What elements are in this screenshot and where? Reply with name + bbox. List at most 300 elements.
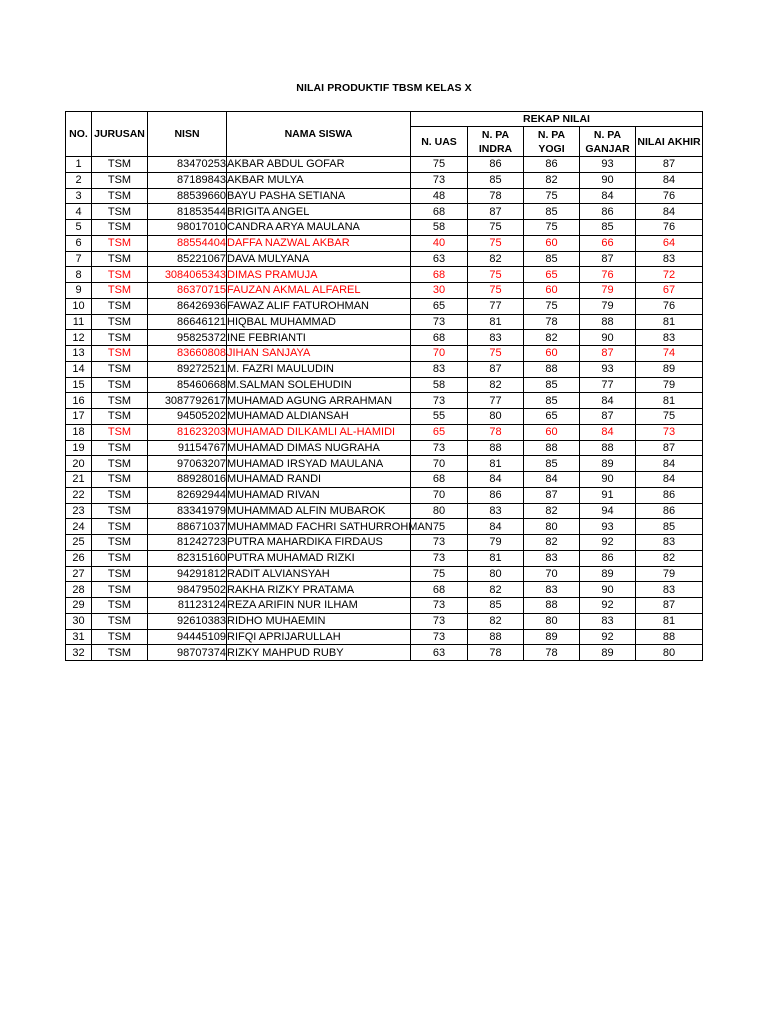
cell-n-pa-ganjar: 87 [580, 251, 636, 267]
cell-nisn: 81853544 [148, 204, 227, 220]
cell-n-uas: 58 [411, 220, 468, 236]
cell-n-pa-indra: 82 [468, 613, 524, 629]
cell-n-uas: 70 [411, 346, 468, 362]
cell-nisn: 87189843 [148, 172, 227, 188]
table-row [66, 330, 703, 346]
cell-n-pa-indra: 75 [468, 283, 524, 299]
table-row [66, 598, 703, 614]
cell-n-uas: 75 [411, 519, 468, 535]
cell-n-pa-yogi: 80 [524, 519, 580, 535]
cell-jurusan: TSM [92, 503, 148, 519]
cell-nisn: 98017010 [148, 220, 227, 236]
cell-no: 13 [66, 346, 92, 362]
cell-n-pa-indra: 81 [468, 314, 524, 330]
cell-n-pa-indra: 75 [468, 267, 524, 283]
cell-nama-siswa: DAFFA NAZWAL AKBAR [227, 235, 411, 251]
table-row [66, 503, 703, 519]
cell-n-pa-yogi: 85 [524, 377, 580, 393]
cell-n-uas: 73 [411, 393, 468, 409]
cell-jurusan: TSM [92, 566, 148, 582]
cell-no: 1 [66, 157, 92, 173]
cell-n-uas: 73 [411, 629, 468, 645]
cell-n-uas: 73 [411, 613, 468, 629]
header-no: NO. [66, 112, 92, 157]
table-row [66, 519, 703, 535]
cell-jurusan: TSM [92, 456, 148, 472]
cell-n-uas: 40 [411, 235, 468, 251]
cell-no: 3 [66, 188, 92, 204]
cell-nama-siswa: MUHAMAD DIMAS NUGRAHA [227, 440, 411, 456]
table-row [66, 472, 703, 488]
cell-nilai-akhir: 82 [636, 550, 703, 566]
cell-nilai-akhir: 81 [636, 314, 703, 330]
cell-n-pa-indra: 88 [468, 629, 524, 645]
table-row [66, 251, 703, 267]
cell-n-uas: 75 [411, 566, 468, 582]
cell-nisn: 86370715 [148, 283, 227, 299]
cell-jurusan: TSM [92, 519, 148, 535]
cell-no: 2 [66, 172, 92, 188]
cell-n-pa-yogi: 84 [524, 472, 580, 488]
cell-n-pa-yogi: 82 [524, 503, 580, 519]
cell-n-pa-yogi: 88 [524, 440, 580, 456]
cell-n-pa-indra: 80 [468, 566, 524, 582]
cell-jurusan: TSM [92, 598, 148, 614]
cell-nilai-akhir: 64 [636, 235, 703, 251]
cell-nisn: 83470253 [148, 157, 227, 173]
cell-nilai-akhir: 86 [636, 503, 703, 519]
cell-n-pa-yogi: 89 [524, 629, 580, 645]
cell-nama-siswa: FAUZAN AKMAL ALFAREL [227, 283, 411, 299]
cell-no: 19 [66, 440, 92, 456]
cell-n-pa-indra: 86 [468, 157, 524, 173]
cell-jurusan: TSM [92, 550, 148, 566]
table-row [66, 220, 703, 236]
table-row [66, 157, 703, 173]
table-row [66, 204, 703, 220]
cell-nilai-akhir: 84 [636, 472, 703, 488]
cell-n-pa-indra: 75 [468, 220, 524, 236]
cell-n-pa-yogi: 80 [524, 613, 580, 629]
cell-n-pa-indra: 79 [468, 535, 524, 551]
cell-n-pa-yogi: 75 [524, 220, 580, 236]
cell-nisn: 3084065343 [148, 267, 227, 283]
cell-n-uas: 58 [411, 377, 468, 393]
cell-no: 22 [66, 487, 92, 503]
cell-nisn: 98479502 [148, 582, 227, 598]
cell-jurusan: TSM [92, 330, 148, 346]
cell-no: 12 [66, 330, 92, 346]
cell-no: 5 [66, 220, 92, 236]
cell-n-pa-indra: 82 [468, 582, 524, 598]
cell-n-pa-indra: 77 [468, 298, 524, 314]
cell-nama-siswa: MUHAMAD RANDI [227, 472, 411, 488]
cell-jurusan: TSM [92, 582, 148, 598]
cell-nama-siswa: HIQBAL MUHAMMAD [227, 314, 411, 330]
cell-n-pa-yogi: 75 [524, 298, 580, 314]
table-row [66, 393, 703, 409]
cell-nama-siswa: MUHAMMAD ALFIN MUBAROK [227, 503, 411, 519]
header-n-pa-yogi: N. PA YOGI [524, 127, 580, 157]
cell-nisn: 3087792617 [148, 393, 227, 409]
cell-nisn: 83341979 [148, 503, 227, 519]
cell-jurusan: TSM [92, 487, 148, 503]
table-row [66, 235, 703, 251]
cell-n-pa-ganjar: 85 [580, 220, 636, 236]
cell-nisn: 95825372 [148, 330, 227, 346]
cell-nilai-akhir: 83 [636, 330, 703, 346]
cell-n-pa-ganjar: 93 [580, 157, 636, 173]
cell-nilai-akhir: 75 [636, 409, 703, 425]
cell-nisn: 94505202 [148, 409, 227, 425]
cell-nama-siswa: DIMAS PRAMUJA [227, 267, 411, 283]
cell-n-pa-ganjar: 94 [580, 503, 636, 519]
cell-jurusan: TSM [92, 472, 148, 488]
cell-nisn: 88539660 [148, 188, 227, 204]
cell-n-pa-yogi: 78 [524, 645, 580, 661]
table-row [66, 550, 703, 566]
cell-nama-siswa: DAVA MULYANA [227, 251, 411, 267]
cell-n-pa-yogi: 85 [524, 393, 580, 409]
cell-n-pa-yogi: 88 [524, 598, 580, 614]
cell-n-pa-indra: 80 [468, 409, 524, 425]
cell-n-pa-yogi: 82 [524, 535, 580, 551]
cell-no: 30 [66, 613, 92, 629]
cell-n-pa-ganjar: 79 [580, 298, 636, 314]
cell-jurusan: TSM [92, 424, 148, 440]
cell-n-pa-ganjar: 92 [580, 598, 636, 614]
cell-n-pa-yogi: 60 [524, 283, 580, 299]
cell-nisn: 81623203 [148, 424, 227, 440]
header-n-pa-indra: N. PA INDRA [468, 127, 524, 157]
cell-nilai-akhir: 81 [636, 613, 703, 629]
cell-nilai-akhir: 74 [636, 346, 703, 362]
cell-nama-siswa: MUHAMAD IRSYAD MAULANA [227, 456, 411, 472]
cell-nilai-akhir: 81 [636, 393, 703, 409]
cell-nilai-akhir: 72 [636, 267, 703, 283]
cell-nisn: 81123124 [148, 598, 227, 614]
cell-n-pa-ganjar: 83 [580, 613, 636, 629]
cell-n-pa-yogi: 83 [524, 550, 580, 566]
cell-no: 29 [66, 598, 92, 614]
cell-n-uas: 75 [411, 157, 468, 173]
cell-n-pa-ganjar: 88 [580, 440, 636, 456]
cell-jurusan: TSM [92, 157, 148, 173]
cell-jurusan: TSM [92, 172, 148, 188]
cell-n-pa-indra: 75 [468, 235, 524, 251]
cell-nisn: 98707374 [148, 645, 227, 661]
cell-n-pa-ganjar: 89 [580, 645, 636, 661]
cell-n-uas: 30 [411, 283, 468, 299]
cell-n-pa-ganjar: 89 [580, 456, 636, 472]
cell-no: 6 [66, 235, 92, 251]
cell-n-uas: 68 [411, 330, 468, 346]
cell-n-uas: 73 [411, 550, 468, 566]
cell-nama-siswa: PUTRA MUHAMAD RIZKI [227, 550, 411, 566]
cell-n-pa-ganjar: 90 [580, 330, 636, 346]
cell-n-uas: 68 [411, 582, 468, 598]
cell-n-uas: 65 [411, 298, 468, 314]
cell-n-pa-indra: 84 [468, 519, 524, 535]
header-nama-siswa: NAMA SISWA [227, 112, 411, 157]
cell-nama-siswa: RADIT ALVIANSYAH [227, 566, 411, 582]
cell-nisn: 94445109 [148, 629, 227, 645]
cell-nama-siswa: MUHAMAD DILKAMLI AL-HAMIDI [227, 424, 411, 440]
cell-nilai-akhir: 73 [636, 424, 703, 440]
cell-nilai-akhir: 76 [636, 188, 703, 204]
cell-n-pa-ganjar: 86 [580, 204, 636, 220]
cell-n-pa-indra: 78 [468, 188, 524, 204]
cell-nama-siswa: INE FEBRIANTI [227, 330, 411, 346]
cell-nilai-akhir: 87 [636, 157, 703, 173]
cell-n-pa-indra: 85 [468, 172, 524, 188]
cell-n-pa-ganjar: 84 [580, 393, 636, 409]
cell-n-pa-yogi: 65 [524, 409, 580, 425]
cell-jurusan: TSM [92, 188, 148, 204]
table-header [66, 112, 703, 157]
table-row [66, 361, 703, 377]
cell-nilai-akhir: 83 [636, 535, 703, 551]
cell-no: 25 [66, 535, 92, 551]
cell-no: 24 [66, 519, 92, 535]
cell-nama-siswa: JIHAN SANJAYA [227, 346, 411, 362]
cell-n-pa-yogi: 60 [524, 346, 580, 362]
cell-no: 10 [66, 298, 92, 314]
cell-jurusan: TSM [92, 393, 148, 409]
cell-no: 7 [66, 251, 92, 267]
cell-no: 15 [66, 377, 92, 393]
table-row [66, 346, 703, 362]
cell-nilai-akhir: 85 [636, 519, 703, 535]
table-row [66, 409, 703, 425]
cell-n-uas: 73 [411, 440, 468, 456]
cell-n-pa-yogi: 83 [524, 582, 580, 598]
cell-nama-siswa: M. FAZRI MAULUDIN [227, 361, 411, 377]
cell-nama-siswa: CANDRA ARYA MAULANA [227, 220, 411, 236]
cell-n-pa-indra: 78 [468, 645, 524, 661]
cell-no: 4 [66, 204, 92, 220]
table-row [66, 456, 703, 472]
cell-nisn: 86646121 [148, 314, 227, 330]
table-row [66, 172, 703, 188]
table-row [66, 487, 703, 503]
cell-n-pa-yogi: 85 [524, 456, 580, 472]
cell-n-pa-ganjar: 88 [580, 314, 636, 330]
cell-no: 16 [66, 393, 92, 409]
cell-no: 14 [66, 361, 92, 377]
table-row [66, 440, 703, 456]
cell-n-pa-ganjar: 90 [580, 472, 636, 488]
cell-n-pa-ganjar: 66 [580, 235, 636, 251]
cell-jurusan: TSM [92, 220, 148, 236]
cell-n-uas: 73 [411, 314, 468, 330]
cell-n-pa-ganjar: 84 [580, 424, 636, 440]
cell-nama-siswa: MUHAMAD ALDIANSAH [227, 409, 411, 425]
cell-n-pa-indra: 87 [468, 204, 524, 220]
cell-nama-siswa: RIDHO MUHAEMIN [227, 613, 411, 629]
cell-nisn: 82315160 [148, 550, 227, 566]
cell-n-uas: 65 [411, 424, 468, 440]
cell-n-uas: 73 [411, 172, 468, 188]
cell-jurusan: TSM [92, 251, 148, 267]
cell-n-pa-yogi: 85 [524, 251, 580, 267]
cell-jurusan: TSM [92, 613, 148, 629]
cell-n-uas: 83 [411, 361, 468, 377]
cell-n-uas: 63 [411, 645, 468, 661]
cell-n-pa-indra: 88 [468, 440, 524, 456]
cell-n-pa-ganjar: 87 [580, 409, 636, 425]
cell-n-pa-ganjar: 91 [580, 487, 636, 503]
cell-n-pa-ganjar: 92 [580, 535, 636, 551]
cell-jurusan: TSM [92, 267, 148, 283]
cell-no: 26 [66, 550, 92, 566]
cell-nilai-akhir: 76 [636, 298, 703, 314]
cell-n-pa-yogi: 86 [524, 157, 580, 173]
cell-nisn: 88671037 [148, 519, 227, 535]
cell-nilai-akhir: 88 [636, 629, 703, 645]
header-rekap-nilai: REKAP NILAI [411, 112, 703, 127]
cell-nama-siswa: RIZKY MAHPUD RUBY [227, 645, 411, 661]
cell-no: 11 [66, 314, 92, 330]
cell-n-pa-ganjar: 90 [580, 582, 636, 598]
cell-n-uas: 68 [411, 204, 468, 220]
table-row [66, 188, 703, 204]
cell-n-pa-yogi: 82 [524, 172, 580, 188]
cell-nilai-akhir: 79 [636, 377, 703, 393]
cell-n-uas: 73 [411, 598, 468, 614]
cell-n-pa-ganjar: 79 [580, 283, 636, 299]
cell-n-pa-yogi: 82 [524, 330, 580, 346]
cell-nilai-akhir: 84 [636, 204, 703, 220]
cell-nilai-akhir: 86 [636, 487, 703, 503]
cell-n-pa-yogi: 60 [524, 235, 580, 251]
table-row [66, 582, 703, 598]
table-row [66, 377, 703, 393]
cell-nilai-akhir: 67 [636, 283, 703, 299]
cell-jurusan: TSM [92, 361, 148, 377]
cell-n-pa-yogi: 60 [524, 424, 580, 440]
cell-nilai-akhir: 76 [636, 220, 703, 236]
table-row [66, 267, 703, 283]
table-row [66, 645, 703, 661]
cell-nilai-akhir: 84 [636, 172, 703, 188]
cell-n-pa-yogi: 65 [524, 267, 580, 283]
cell-jurusan: TSM [92, 629, 148, 645]
cell-n-pa-indra: 85 [468, 598, 524, 614]
cell-nama-siswa: REZA ARIFIN NUR ILHAM [227, 598, 411, 614]
cell-n-pa-indra: 86 [468, 487, 524, 503]
grades-table [65, 111, 703, 661]
cell-n-pa-indra: 84 [468, 472, 524, 488]
cell-n-uas: 70 [411, 487, 468, 503]
cell-n-pa-ganjar: 93 [580, 519, 636, 535]
cell-jurusan: TSM [92, 283, 148, 299]
header-n-uas: N. UAS [411, 127, 468, 157]
cell-n-uas: 55 [411, 409, 468, 425]
cell-nisn: 82692944 [148, 487, 227, 503]
cell-n-pa-yogi: 78 [524, 314, 580, 330]
table-row [66, 298, 703, 314]
cell-n-pa-indra: 87 [468, 361, 524, 377]
table-row [66, 566, 703, 582]
table-row [66, 629, 703, 645]
header-n-pa-ganjar: N. PA GANJAR [580, 127, 636, 157]
cell-jurusan: TSM [92, 204, 148, 220]
cell-n-pa-indra: 77 [468, 393, 524, 409]
cell-nisn: 83660808 [148, 346, 227, 362]
cell-no: 18 [66, 424, 92, 440]
cell-nilai-akhir: 83 [636, 251, 703, 267]
cell-n-pa-ganjar: 77 [580, 377, 636, 393]
cell-n-pa-ganjar: 86 [580, 550, 636, 566]
cell-nama-siswa: MUHAMAD RIVAN [227, 487, 411, 503]
cell-no: 32 [66, 645, 92, 661]
cell-n-pa-ganjar: 89 [580, 566, 636, 582]
cell-n-uas: 70 [411, 456, 468, 472]
cell-n-pa-yogi: 70 [524, 566, 580, 582]
cell-jurusan: TSM [92, 235, 148, 251]
table-row [66, 535, 703, 551]
cell-nisn: 88928016 [148, 472, 227, 488]
header-nisn: NISN [148, 112, 227, 157]
cell-jurusan: TSM [92, 298, 148, 314]
cell-nisn: 89272521 [148, 361, 227, 377]
cell-nisn: 86426936 [148, 298, 227, 314]
page-title: NILAI PRODUKTIF TBSM KELAS X [296, 82, 472, 94]
cell-nisn: 97063207 [148, 456, 227, 472]
cell-no: 31 [66, 629, 92, 645]
cell-n-pa-ganjar: 87 [580, 346, 636, 362]
cell-n-uas: 73 [411, 535, 468, 551]
cell-nama-siswa: BAYU PASHA SETIANA [227, 188, 411, 204]
cell-n-pa-indra: 81 [468, 550, 524, 566]
cell-n-uas: 48 [411, 188, 468, 204]
cell-nama-siswa: RIFQI APRIJARULLAH [227, 629, 411, 645]
cell-n-pa-ganjar: 84 [580, 188, 636, 204]
cell-jurusan: TSM [92, 346, 148, 362]
cell-n-pa-indra: 75 [468, 346, 524, 362]
cell-n-pa-indra: 83 [468, 330, 524, 346]
cell-n-pa-ganjar: 90 [580, 172, 636, 188]
cell-n-pa-yogi: 87 [524, 487, 580, 503]
cell-no: 17 [66, 409, 92, 425]
cell-no: 21 [66, 472, 92, 488]
cell-n-pa-indra: 82 [468, 377, 524, 393]
cell-n-pa-indra: 82 [468, 251, 524, 267]
cell-nisn: 94291812 [148, 566, 227, 582]
cell-nilai-akhir: 87 [636, 440, 703, 456]
cell-nama-siswa: RAKHA RIZKY PRATAMA [227, 582, 411, 598]
cell-nama-siswa: AKBAR ABDUL GOFAR [227, 157, 411, 173]
cell-nilai-akhir: 84 [636, 456, 703, 472]
cell-jurusan: TSM [92, 645, 148, 661]
cell-no: 9 [66, 283, 92, 299]
table-row [66, 613, 703, 629]
cell-nama-siswa: MUHAMMAD FACHRI SATHURROHMAN [227, 520, 433, 533]
table-row [66, 424, 703, 440]
cell-jurusan: TSM [92, 377, 148, 393]
table-row [66, 283, 703, 299]
cell-nama-siswa: M.SALMAN SOLEHUDIN [227, 377, 411, 393]
cell-nama-siswa: BRIGITA ANGEL [227, 204, 411, 220]
cell-no: 27 [66, 566, 92, 582]
header-nilai-akhir: NILAI AKHIR [636, 127, 703, 157]
cell-no: 8 [66, 267, 92, 283]
cell-jurusan: TSM [92, 440, 148, 456]
cell-no: 23 [66, 503, 92, 519]
cell-n-pa-ganjar: 92 [580, 629, 636, 645]
cell-nama-siswa: AKBAR MULYA [227, 172, 411, 188]
